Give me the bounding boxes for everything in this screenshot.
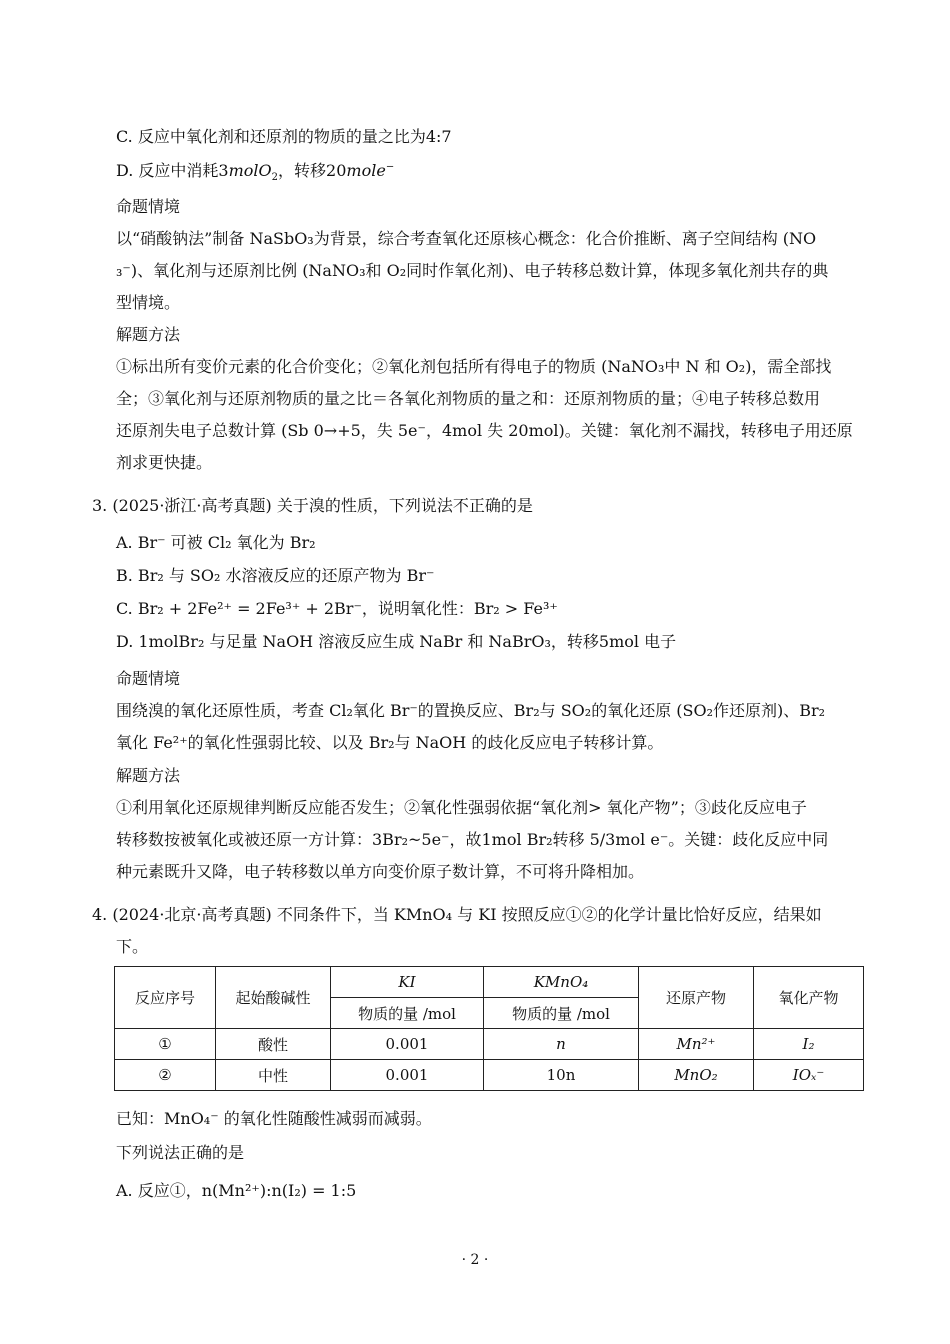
q4-ask: 下列说法正确的是 [116, 1143, 245, 1162]
context-line: 以“硝酸钠法”制备 NaSbO₃为背景，综合考查氧化还原核心概念：化合价推断、离子空间结构 (NO [116, 229, 817, 248]
header-cell: 物质的量 /mol [331, 998, 484, 1029]
q3-option-d: D. 1molBr₂ 与足量 NaOH 溶液反应生成 NaBr 和 NaBrO₃，转移5mol 电子 [116, 632, 677, 651]
header-cell: 反应序号 [115, 967, 216, 1029]
table-row [115, 1029, 864, 1060]
context-line: 型情境。 [116, 293, 181, 312]
q4-option-a: A. 反应①，n(Mn²⁺):n(I₂) = 1:5 [116, 1181, 357, 1200]
method-line: 转移数按被氧化或被还原一方计算：3Br₂~5e⁻，故1mol Br₂转移 5/3mol e⁻。关键：歧化反应中同 [116, 830, 829, 849]
table-cell: 酸性 [216, 1029, 331, 1060]
question-4-stem-cont: 下。 [116, 937, 149, 956]
method-line: 全；③氧化剂与还原剂物质的量之比＝各氧化剂物质的量之和：还原剂物质的量；④电子转移总数用 [116, 389, 821, 408]
table-cell: 10n [484, 1060, 639, 1091]
q3-option-c: C. Br₂ + 2Fe²⁺ = 2Fe³⁺ + 2Br⁻，说明氧化性：Br₂ > Fe³⁺ [116, 599, 558, 618]
table-cell: Mn²⁺ [639, 1029, 754, 1060]
header-cell: KI [331, 967, 484, 998]
reaction-table [114, 966, 864, 1091]
question-3-stem: 3. (2025·浙江·高考真题) 关于溴的性质，下列说法不正确的是 [92, 496, 533, 515]
table-cell: IOₓ⁻ [754, 1060, 864, 1091]
question-4-stem: 4. (2024·北京·高考真题) 不同条件下，当 KMnO₄ 与 KI 按照反应①②的化学计量比恰好反应，结果如 [92, 905, 822, 924]
table-cell: 0.001 [331, 1029, 484, 1060]
header-cell: 氧化产物 [754, 967, 864, 1029]
context-line: 氧化 Fe²⁺的氧化性强弱比较、以及 Br₂与 NaOH 的歧化反应电子转移计算。 [116, 733, 664, 752]
method-line: 种元素既升又降，电子转移数以单方向变价原子数计算，不可将升降相加。 [116, 862, 645, 881]
table-cell: MnO₂ [639, 1060, 754, 1091]
q3-option-a: A. Br⁻ 可被 Cl₂ 氧化为 Br₂ [116, 533, 316, 552]
table-row [115, 1060, 864, 1091]
table-header-row [115, 967, 864, 998]
method-line: 还原剂失电子总数计算 (Sb 0→+5，失 5e⁻，4mol 失 20mol)。关键：氧化剂不漏找，转移电子用还原 [116, 421, 853, 440]
option-c: C. 反应中氧化剂和还原剂的物质的量之比为4:7 [116, 127, 452, 146]
method-line: 剂求更快捷。 [116, 453, 213, 472]
table-cell: ① [115, 1029, 216, 1060]
q3-option-b: B. Br₂ 与 SO₂ 水溶液反应的还原产物为 Br⁻ [116, 566, 435, 585]
header-cell: 起始酸碱性 [216, 967, 331, 1029]
method-line: ①标出所有变价元素的化合价变化；②氧化剂包括所有得电子的物质 (NaNO₃中 N 和 O₂)，需全部找 [116, 357, 832, 376]
heading-method: 解题方法 [116, 325, 181, 344]
q3-heading-method: 解题方法 [116, 766, 181, 785]
context-line: 围绕溴的氧化还原性质，考查 Cl₂氧化 Br⁻的置换反应、Br₂与 SO₂的氧化还原 (SO₂作还原剂)、Br₂ [116, 701, 826, 720]
table-cell: ② [115, 1060, 216, 1091]
q3-heading-context: 命题情境 [116, 669, 181, 688]
method-line: ①利用氧化还原规律判断反应能否发生；②氧化性强弱依据“氧化剂> 氧化产物”；③歧化反应电子 [116, 798, 807, 817]
table-cell: 中性 [216, 1060, 331, 1091]
header-cell: 还原产物 [639, 967, 754, 1029]
context-line: ₃⁻)、氧化剂与还原剂比例 (NaNO₃和 O₂同时作氧化剂)、电子转移总数计算，体现多氧化剂共存的典 [116, 261, 829, 280]
page-number: · 2 · [461, 1252, 489, 1268]
q4-known: 已知：MnO₄⁻ 的氧化性随酸性减弱而减弱。 [116, 1109, 432, 1128]
header-cell: KMnO₄ [484, 967, 639, 998]
heading-context: 命题情境 [116, 197, 181, 216]
table-cell: I₂ [754, 1029, 864, 1060]
table-cell: n [484, 1029, 639, 1060]
header-cell: 物质的量 /mol [484, 998, 639, 1029]
option-d: D. 反应中消耗3molO$_2$，转移20mole− [116, 161, 395, 184]
table-cell: 0.001 [331, 1060, 484, 1091]
